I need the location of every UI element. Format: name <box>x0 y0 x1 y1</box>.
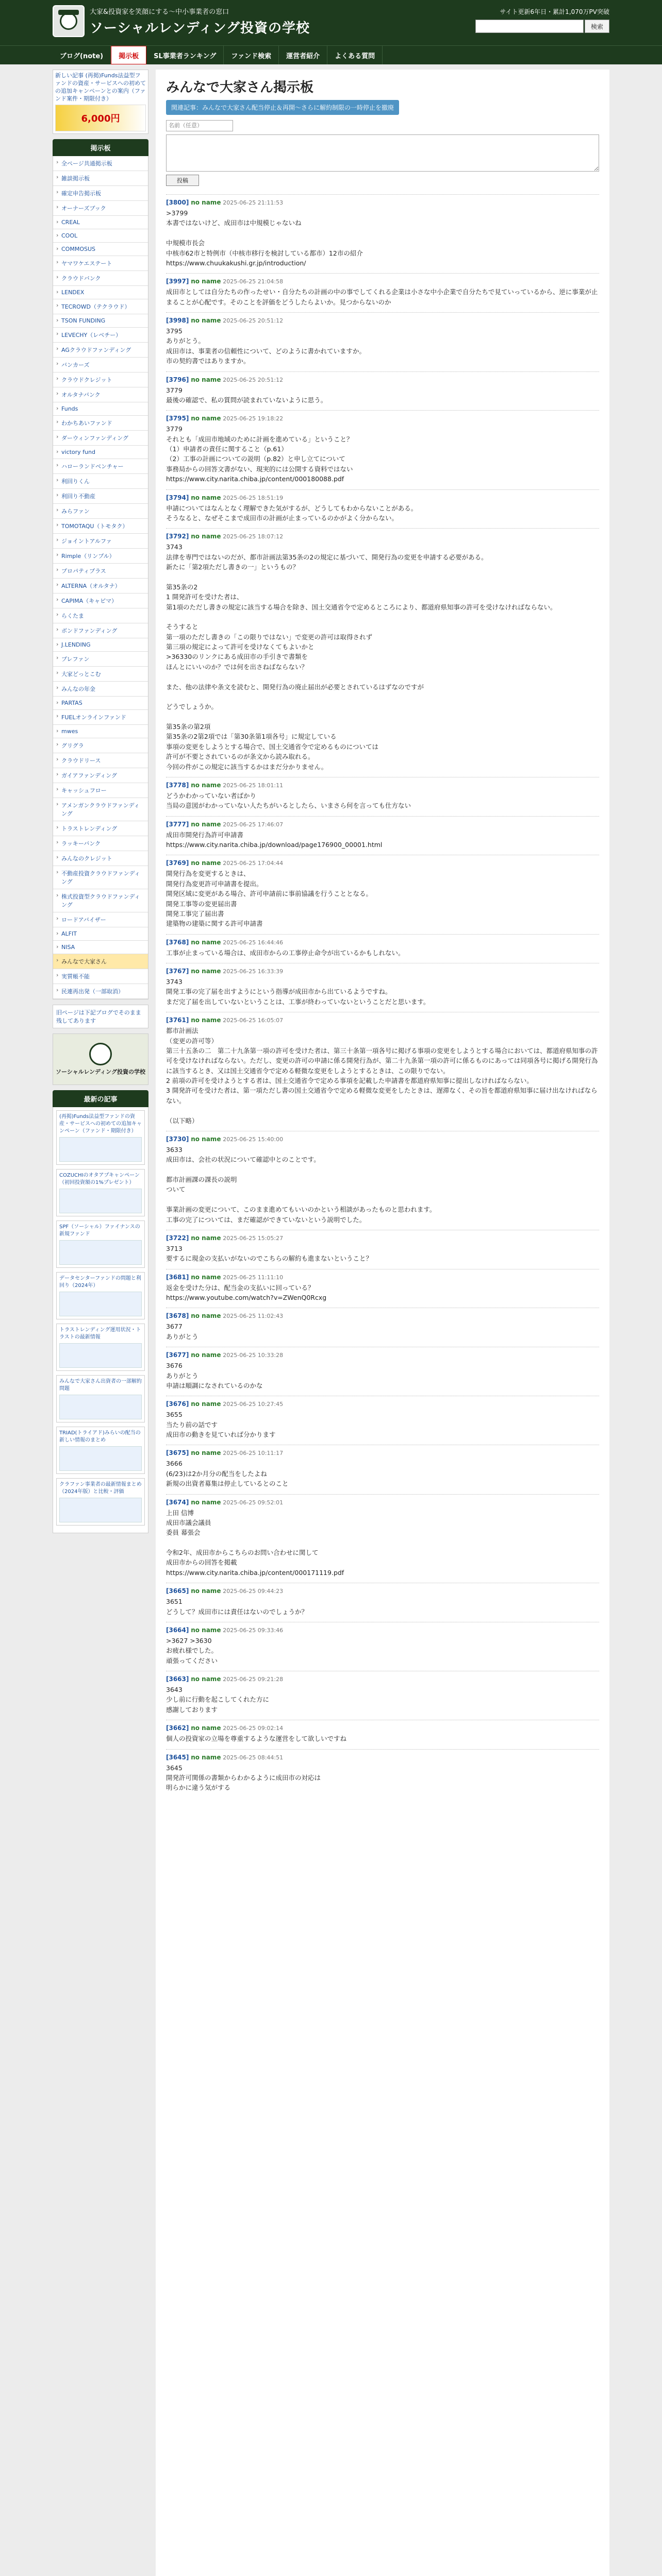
post <box>166 1396 599 1445</box>
post <box>166 1622 599 1671</box>
board-list-item[interactable]: › バンカーズ <box>53 358 148 372</box>
post-header <box>166 1587 599 1595</box>
board-list-item[interactable]: › ボンドファンディング <box>53 623 148 638</box>
post-date: 2025-06-25 16:33:39 <box>223 968 284 975</box>
post-number[interactable]: [3800] <box>166 199 189 206</box>
post <box>166 273 599 312</box>
board-list-item[interactable]: › CAPIMA（キャピマ） <box>53 594 148 608</box>
news-thumbnail[interactable] <box>59 1446 142 1471</box>
board-list-item[interactable]: › 実質帳不能 <box>53 969 148 984</box>
post <box>166 1583 599 1622</box>
news-title[interactable]: データセンターファンドの問題と利回り（2024年） <box>59 1276 141 1289</box>
post <box>166 410 599 489</box>
post-body: 3795 ありがとう。 成田市は、事業者の信頼性について、どのように書かれていますか。 市の契約書ではありますか。 <box>166 327 366 365</box>
name-field[interactable] <box>166 120 233 131</box>
banner-text[interactable]: 新しい記事 (再掲)Funds法益型ファンドの資産・サービスへの初めての追加キャンペーンとの案内（ファンド案件・期限付き） <box>55 72 146 102</box>
post-author: no name <box>191 278 221 285</box>
post-body: 3677 ありがとう <box>166 1323 198 1341</box>
post-author: no name <box>191 1449 221 1457</box>
post <box>166 816 599 855</box>
news-thumbnail[interactable] <box>59 1395 142 1419</box>
post-number[interactable]: [3676] <box>166 1400 189 1408</box>
board-list-item[interactable]: › プロパティプラス <box>53 564 148 579</box>
search-input[interactable] <box>475 20 584 33</box>
post-author: no name <box>191 1753 221 1761</box>
post-author: no name <box>191 533 221 540</box>
post-date: 2025-06-25 11:02:43 <box>223 1313 284 1320</box>
post-number[interactable]: [3677] <box>166 1351 189 1359</box>
site-header <box>0 0 662 45</box>
post-author: no name <box>191 1135 221 1143</box>
post-date: 2025-06-25 17:46:07 <box>223 821 284 828</box>
post-author: no name <box>191 1351 221 1359</box>
post-date: 2025-06-25 17:04:44 <box>223 860 284 867</box>
board-list-item[interactable]: › 民連再出発（一部取消） <box>53 984 148 999</box>
nav-item[interactable]: よくある質問 <box>327 46 383 64</box>
post-body: 個人の投資家の立場を尊重するような運営をして欲しいですね <box>166 1735 347 1743</box>
board-list-item[interactable]: › トラストレンディング <box>53 821 148 836</box>
board-list-heading: 掲示板 <box>53 139 148 156</box>
board-list-item[interactable]: › アメンガンクラウドファンディング <box>53 798 148 821</box>
post-number[interactable]: [3997] <box>166 278 189 285</box>
post-header <box>166 859 599 867</box>
post-header <box>166 317 599 324</box>
board-list-item[interactable]: › 大家どっとこむ <box>53 667 148 682</box>
board-list-item[interactable]: › AGクラウドファンディング <box>53 343 148 358</box>
board-list-item[interactable]: › ロードアバイザー <box>53 912 148 927</box>
post-author: no name <box>191 968 221 975</box>
board-list-item[interactable]: › らくたま <box>53 608 148 623</box>
post-body: >3627 >3630 お疲れ様でした。 頑張ってください <box>166 1636 218 1665</box>
board-list-item[interactable]: › mwes <box>53 725 148 738</box>
post-number[interactable]: [3761] <box>166 1016 189 1024</box>
post-header <box>166 1626 599 1634</box>
post-author: no name <box>191 1312 221 1320</box>
post-date: 2025-06-25 09:52:01 <box>223 1499 284 1506</box>
board-list-item[interactable]: › PARTAS <box>53 697 148 710</box>
post-date: 2025-06-25 10:27:45 <box>223 1401 284 1408</box>
board-list-item[interactable]: › Rimple（リンプル） <box>53 549 148 564</box>
news-thumbnail[interactable] <box>59 1343 142 1368</box>
post-header <box>166 1754 599 1761</box>
post-number[interactable]: [3664] <box>166 1626 189 1634</box>
post-author: no name <box>191 376 221 383</box>
post-date: 2025-06-25 18:01:11 <box>223 782 284 789</box>
post-body: 上田 信博 成田市議会議員 委員 幕張会 令和2年、成田市からこちらのお問い合わせに関して 成田市からの回答を掲載 https://www.city.narita.chiba.jp/content/000171119.pdf <box>166 1509 344 1577</box>
board-list-item[interactable]: › COMMOSUS <box>53 243 148 256</box>
board-list-item[interactable]: › ダーウィンファンディング <box>53 431 148 446</box>
post <box>166 1749 599 1798</box>
post-author: no name <box>191 1234 221 1242</box>
site-logo[interactable] <box>53 5 85 37</box>
post-header <box>166 1400 599 1408</box>
news-item[interactable] <box>56 1110 145 1165</box>
news-title[interactable]: TRIAD(トライアド)みらいの配当の新しい情報のまとめ <box>59 1430 141 1444</box>
post <box>166 1308 599 1347</box>
post-header <box>166 1499 599 1506</box>
banner-image[interactable]: 6,000円 <box>55 105 146 131</box>
news-thumbnail[interactable] <box>59 1498 142 1522</box>
board-list-item[interactable]: › TOMOTAQU（トモタク） <box>53 519 148 534</box>
post-header <box>166 1016 599 1024</box>
post-number[interactable]: [3769] <box>166 859 189 867</box>
post-date: 2025-06-25 09:44:23 <box>223 1588 284 1595</box>
post-number[interactable]: [3998] <box>166 317 189 324</box>
post <box>166 963 599 1012</box>
post-header <box>166 1675 599 1683</box>
post-header <box>166 1234 599 1242</box>
news-item[interactable] <box>56 1478 145 1526</box>
post-author: no name <box>191 1587 221 1595</box>
post-body: 3666 (6/23)は2か月分の配当をしたよね 新規の出資者募集は停止しているとのこと <box>166 1460 289 1488</box>
board-list-item[interactable]: › ジョイントアルファ <box>53 534 148 549</box>
board-list-item[interactable]: › 不動産投資クラウドファンディング <box>53 866 148 889</box>
main-content <box>156 70 609 2576</box>
post <box>166 777 599 816</box>
news-thumbnail[interactable] <box>59 1137 142 1162</box>
board-list-item[interactable]: › ALTERNA（オルタナ） <box>53 579 148 594</box>
board-list-item[interactable]: › みんなの年金 <box>53 682 148 697</box>
post-number[interactable]: [3722] <box>166 1234 189 1242</box>
post-date: 2025-06-25 18:51:19 <box>223 494 284 501</box>
news-item[interactable] <box>56 1427 145 1474</box>
post-date: 2025-06-25 09:33:46 <box>223 1626 284 1634</box>
news-item[interactable] <box>56 1324 145 1371</box>
news-thumbnail[interactable] <box>59 1189 142 1213</box>
post-author: no name <box>191 317 221 324</box>
board-list-item[interactable]: › 確定申告掲示板 <box>53 186 148 201</box>
nav-item[interactable]: SL事業者ランキング <box>146 46 224 64</box>
post-number[interactable]: [3777] <box>166 820 189 828</box>
post <box>166 855 599 934</box>
news-list <box>53 1107 148 1533</box>
post-date: 2025-06-25 08:44:51 <box>223 1754 284 1761</box>
post-header <box>166 494 599 501</box>
board-list-item[interactable]: › オルタナバンク <box>53 387 148 402</box>
post-author: no name <box>191 494 221 501</box>
related-article-link[interactable]: 関連記事：みんなで大家さん配当停止＆再開～さらに解約制限の一時停止を撤廃 <box>166 100 399 115</box>
news-item[interactable] <box>56 1221 145 1268</box>
post-author: no name <box>191 1626 221 1634</box>
post-header <box>166 199 599 206</box>
post-author: no name <box>191 781 221 789</box>
post-body: 3779 それとも「成田市地域のために計画を進めている」ということ？ （1）申請者の責任に関すること（p.61） （2）工事の計画についての説明（p.82）と申し立てについて 事務局からの回答文書がない、現実的には公開する資料ではない https://www.city.narita.chiba.jp/content/000180088.pdf <box>166 425 353 483</box>
board-list-item[interactable]: › 利回りくん <box>53 474 148 489</box>
post <box>166 1230 599 1269</box>
post <box>166 1720 599 1749</box>
news-title[interactable]: COZUCHIのオタアプキャンペーン（初回投資額の1%プレゼント） <box>59 1173 140 1186</box>
board-list-item[interactable]: › FUELオンラインファンド <box>53 710 148 725</box>
board-list-item[interactable]: › ハローランドベンチャー <box>53 459 148 474</box>
post-number[interactable]: [3730] <box>166 1135 189 1143</box>
post-author: no name <box>191 199 221 206</box>
post-date: 2025-06-25 09:02:14 <box>223 1725 284 1732</box>
post-date: 2025-06-25 21:04:58 <box>223 278 284 285</box>
board-list-item[interactable]: › オーナーズブック <box>53 201 148 216</box>
post-body: 3713 要するに現金の支払いがないのでこちらの解約も進まないということ？ <box>166 1244 373 1263</box>
board-list-item[interactable]: › NISA <box>53 941 148 954</box>
board-list-item[interactable]: › グリグラ <box>53 738 148 753</box>
school-logo-icon <box>89 1043 112 1065</box>
post-header <box>166 415 599 422</box>
post-body: 3651 どうして？成田市には責任はないのでしょうか？ <box>166 1598 308 1616</box>
post <box>166 194 599 273</box>
news-heading: 最新の記事 <box>53 1090 148 1107</box>
board-list-item[interactable]: › クラウドバンク <box>53 271 148 286</box>
board-list-item[interactable]: › わかちあいファンド <box>53 416 148 431</box>
post-body: 3633 成田市は、会社の状況について確認中とのことです。 都市計画課の課長の説明 ついて 事業計画の変更について、このまま進めてもいいのかという相談があったものと思われます。 工事の完了については、まだ確認ができていないという説明でした。 <box>166 1145 436 1224</box>
post-date: 2025-06-25 15:40:00 <box>223 1136 284 1143</box>
post-author: no name <box>191 1675 221 1683</box>
post-author: no name <box>191 1498 221 1506</box>
board-list-item[interactable]: › クラウドリース <box>53 753 148 768</box>
post-header <box>166 533 599 540</box>
post-date: 2025-06-25 10:33:28 <box>223 1352 284 1359</box>
board-list-item[interactable]: › Funds <box>53 402 148 416</box>
news-item[interactable] <box>56 1375 145 1422</box>
post-number[interactable]: [3675] <box>166 1449 189 1457</box>
post-header <box>166 821 599 828</box>
board-list <box>53 156 148 999</box>
post-date: 2025-06-25 16:44:46 <box>223 939 284 946</box>
board-list-item[interactable]: › クラウドクレジット <box>53 372 148 387</box>
post-header <box>166 278 599 285</box>
post-author: no name <box>191 859 221 867</box>
post-number[interactable]: [3665] <box>166 1587 189 1595</box>
post-date: 2025-06-25 20:51:12 <box>223 317 284 324</box>
post-date: 2025-06-25 09:21:28 <box>223 1676 284 1683</box>
post-header <box>166 1724 599 1732</box>
post-author: no name <box>191 820 221 828</box>
post-number[interactable]: [3795] <box>166 415 189 422</box>
post <box>166 371 599 411</box>
post-body: どうかわかっていない者ばかり 当局の意図がわかっていない人たちがいるとしたら、いまさら何を言っても仕方ない <box>166 791 411 810</box>
post-date: 2025-06-25 15:05:27 <box>223 1234 284 1242</box>
news-title[interactable]: クラファン事業者の最新情報まとめ（2024年版）と比較・評価 <box>59 1482 142 1495</box>
site-name[interactable]: ソーシャルレンディング投資の学校 <box>90 21 310 36</box>
post-body: 都市計画法 （変更の許可等） 第三十五条の二 第二十九条第一項の許可を受けた者は、第三十条第一項各号に掲げる事項の変更をしようとする場合においては、都道府県知事の許可を受けなければならない。ただし、変更の許可の申請に係る開発行為が、第二十九条第一項の許可に係るものにあっては同項各号に掲げる開発行為に該当するとき、又は国土交通省令で定める軽微な変更をしようとするときは、この限りでない。 2 前項の許可を受けようとする者は、国土交通省令で定める事項を記載した申請書を都道府県知事に提出しなければならない。 3 開発許可を受けた者は、第一項ただし書の国土交通省令で定める軽微な変更をしたときは、遅滞なく、その旨を都道府県知事に届け出なければならない。 （以下略） <box>166 1027 598 1125</box>
post-header <box>166 376 599 383</box>
news-title[interactable]: みんなで大家さん出資者の一部解約問題 <box>59 1379 142 1392</box>
post-header <box>166 782 599 789</box>
post-number[interactable]: [3778] <box>166 781 189 789</box>
post-header <box>166 968 599 975</box>
news-title[interactable]: トラストレンディング運用状況・トラストの最新情報 <box>59 1327 141 1341</box>
post-header <box>166 1449 599 1456</box>
post-body: 3643 少し前に行動を起こしてくれた方に 感謝しております <box>166 1686 270 1714</box>
board-list-item[interactable]: › LEVECHY（レベチー） <box>53 328 148 343</box>
post-list <box>166 194 599 1798</box>
board-list-item[interactable]: › みんなで大家さん <box>53 954 148 969</box>
post-header <box>166 1274 599 1281</box>
news-title[interactable]: SPF（ソーシャル）ファイナンスの新規ファンド <box>59 1224 140 1238</box>
nav-item[interactable]: ブログ(note) <box>53 46 111 64</box>
post-number[interactable]: [3663] <box>166 1675 189 1683</box>
post-author: no name <box>191 1016 221 1024</box>
post-body: 返金を受けた分は、配当金の支払いに回っている？ https://www.youtube.com/watch?v=ZWenQ0Rcxg <box>166 1283 327 1301</box>
post <box>166 1269 599 1308</box>
news-thumbnail[interactable] <box>59 1240 142 1265</box>
board-list-item[interactable]: › 全ページ共通掲示板 <box>53 156 148 171</box>
post-author: no name <box>191 1400 221 1408</box>
news-thumbnail[interactable] <box>59 1292 142 1316</box>
search-button[interactable]: 検索 <box>585 20 609 33</box>
post-author: no name <box>191 1724 221 1732</box>
post-number[interactable]: [3678] <box>166 1312 189 1320</box>
post-number[interactable]: [3792] <box>166 533 189 540</box>
nav-item[interactable]: 掲示板 <box>111 46 146 64</box>
post <box>166 934 599 963</box>
logo-face-icon <box>60 12 77 30</box>
post-body: 申請についてはなんとなく理解できた気がするが、どうしてもわからないことがある。 そうなると、なぜそこまで成田市の計画が止まっているのかがよく分からない。 <box>166 504 418 522</box>
post-number[interactable]: [3796] <box>166 376 189 383</box>
post-date: 2025-06-25 21:11:53 <box>223 199 284 206</box>
post-header <box>166 1136 599 1143</box>
post-author: no name <box>191 938 221 946</box>
update-info: サイト更新6年日・累計1,070万PV突破 <box>500 8 609 15</box>
post-number[interactable]: [3662] <box>166 1724 189 1732</box>
news-title[interactable]: (再掲)Funds法益型ファンドの資産・サービスへの初めての追加キャンペーン（ファンド・期限付き） <box>59 1114 142 1134</box>
comment-textarea[interactable] <box>166 134 599 172</box>
board-list-item[interactable]: › J.LENDING <box>53 638 148 652</box>
nav-item[interactable]: 運営者紹介 <box>279 46 327 64</box>
post <box>166 528 599 777</box>
post-author: no name <box>191 415 221 422</box>
post-body: 成田市開発行為許可申請書 https://www.city.narita.chiba.jp/download/page176900_00001.html <box>166 831 383 849</box>
post-number[interactable]: [3767] <box>166 968 189 975</box>
post-date: 2025-06-25 20:51:12 <box>223 376 284 383</box>
post-header <box>166 1351 599 1359</box>
post-number[interactable]: [3794] <box>166 494 189 501</box>
post-number[interactable]: [3645] <box>166 1753 189 1761</box>
post <box>166 489 599 529</box>
board-list-item[interactable]: › 利回り不動産 <box>53 489 148 504</box>
post-date: 2025-06-25 11:11:10 <box>223 1274 284 1281</box>
board-list-item[interactable]: › TSON FUNDING <box>53 314 148 328</box>
post-header <box>166 1312 599 1319</box>
post-body: 3743 開発工事の完了届を出すようにという指導が成田市から出ているようですね。 まだ完了届を出していないということは、工事が終わっていないということだと思います。 <box>166 978 430 1006</box>
post-body: 開発行為を変更するときは、 開発行為変更許可申請書を提出。 開発区域に変更がある場合、許可申請前に事前協議を行うこととなる。 開発工事等の変更届出書 開発工事完了届出書 建築物の建築に関する許可申請書 <box>166 870 373 928</box>
board-list-item[interactable]: › 雑談掲示板 <box>53 171 148 186</box>
board-list-item[interactable]: › プレファン <box>53 652 148 667</box>
news-item[interactable] <box>56 1272 145 1319</box>
page-title: みんなで大家さん掲示板 <box>166 80 314 95</box>
board-list-item[interactable]: › ラッキーバンク <box>53 836 148 851</box>
post <box>166 1012 599 1131</box>
post-body: 工事が止まっている場合は、成田市からの工事停止命令が出ているかもしれない。 <box>166 948 405 957</box>
post-body: 3655 当たり前の話です 成田市の動きを見ていれば分かります <box>166 1411 276 1438</box>
post-body: 3645 開発許可関係の書類からわかるように成田市の対応は 明らかに違う気がする <box>166 1764 321 1792</box>
board-list-item[interactable]: › LENDEX <box>53 286 148 299</box>
post <box>166 1494 599 1583</box>
board-list-item[interactable]: › ALFIT <box>53 927 148 941</box>
post-number[interactable]: [3768] <box>166 938 189 946</box>
board-list-item[interactable]: › ヤマワケエステート <box>53 256 148 271</box>
post-number[interactable]: [3674] <box>166 1498 189 1506</box>
post <box>166 1671 599 1720</box>
sidebar-banner[interactable] <box>53 70 148 134</box>
post <box>166 1131 599 1230</box>
post-date: 2025-06-25 19:18:22 <box>223 415 284 422</box>
post <box>166 1445 599 1494</box>
school-logo-caption: ソーシャルレンディング投資の学校 <box>56 1069 145 1076</box>
post-number[interactable]: [3681] <box>166 1273 189 1281</box>
site-catchphrase: 大家&投資家を笑顔にする～中小事業者の窓口 <box>90 8 229 16</box>
nav-item[interactable]: ファンド検索 <box>224 46 279 64</box>
submit-button[interactable]: 投稿 <box>166 175 199 186</box>
post-body: >3799 本書ではないけど、成田市は中規模じゃないね 中規模市長会 中核市62市と特例市（中核市移行を検討している都市）12市の紹介 https://www.chuukakushi.gr.jp/introduction/ <box>166 209 363 267</box>
sidebar <box>53 70 148 2576</box>
post-date: 2025-06-25 18:07:12 <box>223 533 284 540</box>
board-list-item[interactable]: › COOL <box>53 229 148 243</box>
news-item[interactable] <box>56 1169 145 1216</box>
global-nav <box>0 45 662 64</box>
post-body: 成田市としては自分たちの作ったせい・自分たちの計画の中の事でしてくれる企業は小さな中小企業で自分たちで見ていっているから、逆に事業が止まることが心配です。そのことを評価をどうしたらよいか。見つからないのか <box>166 288 598 306</box>
board-list-item[interactable]: › victory fund <box>53 446 148 459</box>
board-list-item[interactable]: › 株式投資型クラウドファンディング <box>53 889 148 912</box>
post-date: 2025-06-25 16:05:07 <box>223 1017 284 1024</box>
board-list-item[interactable]: › ガイアファンディング <box>53 768 148 783</box>
post-body: 3743 法律を専門ではないのだが、都市計画法第35条の2の規定に基づいて、開発行為の変更を申請する必要がある。 新たに「第2項ただし書きの一」というもの？ 第35条の2 1 開発許可を受けた者は、 第1項のただし書きの規定に該当する場合を除き、国土交通省令で定めるところにより、都道府県知事の許可を受けなければならない。 そうすると 第一項のただし書きの「この限りではない」で変更の許可は取得されず 第三項の規定によって許可を受けなくてもよいかと >36330のリンクにある成田市の手引きで書類を ほんとにいいのか？では何を出さねばならない？ また、他の法律や条文を読むと、開発行為の廃止届出が必要とされているはずなのですが どうでしょうか。 第35条の第2項 第35条の2第2項では「第30条第1項各号」に規定している 事項の変更をしようとする場合で、国土交通省令で定めるものについては 許可が不要とされているのが条文から読み取れる。 今回の件がこの規定に該当するかはまだ分かりません。 <box>166 543 557 771</box>
school-logo-banner[interactable] <box>53 1033 148 1085</box>
board-list-item[interactable]: › CREAL <box>53 216 148 229</box>
post-author: no name <box>191 1273 221 1281</box>
board-list-item[interactable]: › キャッシュフロー <box>53 783 148 798</box>
board-list-item[interactable]: › みらファン <box>53 504 148 519</box>
post-body: 3676 ありがとう 申請は順調になされているのかな <box>166 1362 263 1389</box>
post-body: 3779 最後の確認で、私の質問が読まれていないように思う。 <box>166 386 327 404</box>
post-header <box>166 939 599 946</box>
board-list-item[interactable]: › みんなのクレジット <box>53 851 148 866</box>
post-date: 2025-06-25 10:11:17 <box>223 1450 284 1457</box>
post <box>166 1347 599 1396</box>
board-list-item[interactable]: › TECROWD（テクラウド） <box>53 299 148 314</box>
old-page-note[interactable]: 旧ページは下記ブログでそのまま残してあります <box>53 1005 148 1028</box>
post <box>166 312 599 371</box>
